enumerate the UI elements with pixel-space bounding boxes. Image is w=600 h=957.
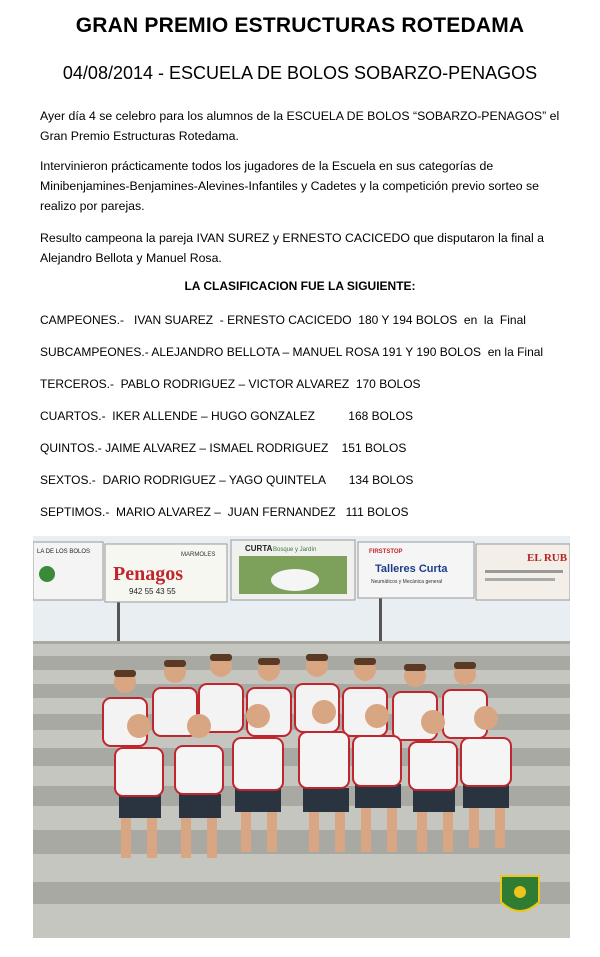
club-crest-icon (501, 876, 539, 911)
paragraph-result: Resulto campeona la pareja IVAN SUREZ y ERNESTO CACICEDO que disputaron la final a Alejandro Bellota y Manuel Rosa. (40, 231, 544, 265)
sponsor-banner-curta (231, 540, 355, 600)
classification-row: CAMPEONES.- IVAN SUAREZ - ERNESTO CACICEDO 180 Y 194 BOLOS en la Final (40, 313, 526, 327)
document-title: GRAN PREMIO ESTRUCTURAS ROTEDAMA (75, 14, 525, 37)
classification-row: CUARTOS.- IKER ALLENDE – HUGO GONZALEZ 168 BOLOS (40, 409, 414, 423)
svg-text:CURTA: CURTA (245, 544, 273, 553)
team-photo (33, 536, 570, 938)
svg-text:Bosque y Jardín: Bosque y Jardín (273, 547, 317, 553)
classification-row: QUINTOS.- JAIME ALVAREZ – ISMAEL RODRIGUEZ 151 BOLOS (40, 441, 407, 455)
svg-text:Penagos: Penagos (113, 563, 183, 585)
classification-row: TERCEROS.- PABLO RODRIGUEZ – VICTOR ALVAREZ 170 BOLOS (40, 377, 421, 391)
sponsor-banner-penagos (105, 544, 227, 602)
svg-text:Neumáticos y Mecánica general: Neumáticos y Mecánica general (371, 579, 443, 585)
sponsor-banner-talleres (358, 542, 474, 598)
svg-text:EL RUB: EL RUB (527, 552, 568, 564)
classification-row: SUBCAMPEONES.- ALEJANDRO BELLOTA – MANUEL ROSA 191 Y 190 BOLOS en la Final (40, 345, 544, 359)
sponsor-banner-5 (476, 544, 570, 600)
svg-text:FIRSTSTOP: FIRSTSTOP (369, 549, 403, 555)
classification-row: SEXTOS.- DARIO RODRIGUEZ – YAGO QUINTELA 134 BOLOS (40, 473, 414, 487)
classification-heading: LA CLASIFICACION FUE LA SIGUIENTE: (184, 279, 416, 293)
paragraph-intro: Ayer día 4 se celebro para los alumnos de la ESCUELA DE BOLOS “SOBARZO-PENAGOS” el Gran Premio Estructuras Rotedama. (40, 109, 560, 143)
svg-text:MARMOLES: MARMOLES (181, 552, 216, 558)
classification-row: SEPTIMOS.- MARIO ALVAREZ – JUAN FERNANDEZ 111 BOLOS (40, 505, 409, 519)
paragraph-participants: Intervinieron prácticamente todos los jugadores de la Escuela en sus categorías de Minibenjamines-Benjamines-Alevines-Infantiles y Cadetes y la competición previo sorteo se realizo por parejas. (40, 159, 539, 213)
svg-text:942 55 43 55: 942 55 43 55 (129, 587, 176, 596)
svg-text:LA DE LOS BOLOS: LA DE LOS BOLOS (37, 549, 91, 555)
document-subtitle: 04/08/2014 - ESCUELA DE BOLOS SOBARZO-PENAGOS (62, 63, 538, 83)
sponsor-banner-1 (33, 542, 103, 600)
svg-text:Talleres Curta: Talleres Curta (375, 563, 448, 575)
